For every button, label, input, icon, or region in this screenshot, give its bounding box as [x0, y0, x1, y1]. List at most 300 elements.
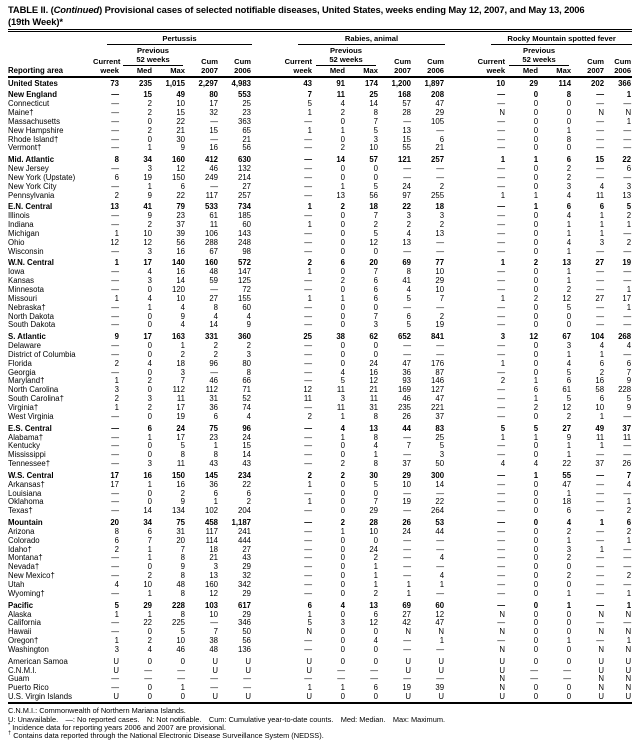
cell: —	[304, 302, 312, 312]
cell: 0	[533, 125, 539, 135]
cell: 11	[336, 90, 345, 99]
cell: —	[497, 470, 506, 480]
row-label: Arkansas†	[8, 480, 45, 489]
week-header: week	[93, 66, 120, 77]
cell: —	[596, 497, 605, 507]
cell: 5	[307, 98, 312, 108]
cell: 19	[622, 258, 632, 268]
cell: 4	[147, 358, 152, 368]
table-row	[8, 498, 632, 507]
table-row	[8, 413, 632, 422]
cell: —	[596, 284, 605, 294]
table-body	[8, 77, 632, 704]
footnote-cnmi: C.N.M.I.: Commonwealth of Northern Mariana Islands.	[8, 706, 186, 716]
cell: —	[623, 488, 632, 498]
cell: —	[436, 172, 445, 182]
cell: 10	[369, 526, 378, 536]
cell: 1	[626, 636, 632, 646]
cell: 55	[402, 143, 411, 153]
cell: 2	[114, 544, 119, 554]
cell: 1	[626, 535, 632, 545]
cell: 221	[431, 403, 445, 413]
cell: 27	[402, 609, 411, 619]
row-label: Idaho†	[8, 545, 32, 554]
year-2006-header: 2006	[412, 66, 445, 77]
row-label: Nevada†	[8, 563, 40, 572]
table-row	[8, 183, 632, 192]
cell: —	[304, 459, 312, 469]
cell: N	[625, 107, 632, 117]
cell: —	[210, 284, 218, 294]
cell: 4	[626, 479, 632, 489]
cell: 1	[439, 636, 445, 646]
cell: 257	[431, 154, 445, 164]
cell: 13	[336, 190, 345, 200]
cell: —	[596, 600, 605, 610]
cell: 102	[204, 506, 218, 516]
cell: —	[111, 143, 119, 153]
cell: 12	[143, 237, 152, 247]
cell: 1,200	[391, 78, 411, 88]
footnote-dagger: † Contains data reported through the National Electronic Disease Surveillance System (NEDSS).	[8, 730, 324, 741]
cell: 0	[340, 349, 345, 359]
cell: 46	[209, 376, 218, 386]
cell: 10	[143, 580, 152, 590]
cell: 3	[439, 210, 445, 220]
cell: 58	[595, 385, 605, 395]
cell: 0	[340, 163, 345, 173]
cell: 43	[242, 459, 251, 469]
cell: 8	[373, 432, 378, 442]
cell: 10	[143, 228, 152, 238]
cell: 4	[439, 571, 445, 581]
cell: —	[596, 267, 605, 276]
cell: 1	[147, 181, 152, 191]
row-label: Ohio	[8, 238, 25, 247]
cell: 17	[622, 293, 632, 303]
cell: 2	[307, 412, 312, 422]
cell: —	[623, 98, 632, 108]
table-row	[8, 257, 632, 269]
cell: 41	[402, 275, 411, 285]
cell: —	[403, 163, 411, 173]
cell: 1	[406, 580, 411, 590]
cell: 4	[373, 636, 378, 646]
row-label: Maine†	[8, 108, 34, 117]
cell: 29	[435, 107, 445, 117]
cell: —	[623, 544, 632, 554]
cell: N	[405, 627, 411, 637]
cell: —	[144, 674, 152, 684]
cell: 18	[562, 497, 572, 507]
cell: 25	[435, 432, 445, 442]
cell: —	[304, 636, 312, 646]
cell: N	[625, 627, 632, 637]
cell: —	[497, 202, 506, 212]
table-row	[8, 295, 632, 304]
cell: 8	[180, 450, 185, 460]
cell: —	[596, 535, 605, 545]
cell: 5	[340, 376, 345, 386]
cell: 48	[209, 267, 218, 276]
cell: 117	[205, 526, 218, 536]
cell: 4	[566, 358, 572, 368]
cell: 2	[147, 219, 152, 229]
cell: 13	[369, 600, 378, 610]
cell: 346	[237, 618, 251, 628]
cum-label: Cum	[394, 56, 411, 66]
cell: 8	[406, 267, 411, 276]
cell: 1	[340, 412, 345, 422]
cell: 3	[500, 331, 506, 341]
cell: 29	[242, 589, 251, 599]
cell: 4	[373, 441, 378, 451]
cell: 23	[209, 432, 218, 442]
cell: —	[497, 125, 506, 135]
cell: N	[499, 683, 506, 693]
cell: 0	[533, 544, 539, 554]
cum-label: Cum	[587, 56, 605, 66]
cell: 1	[626, 284, 632, 294]
cell: 22	[242, 479, 251, 489]
cell: 1	[307, 609, 312, 619]
table-row	[8, 118, 632, 127]
cell: —	[304, 163, 312, 173]
reporting-area-header: Reporting area	[8, 66, 93, 77]
cell: 22	[143, 618, 152, 628]
cell: 3	[147, 275, 152, 285]
cell: 5	[566, 367, 572, 377]
cell: —	[497, 320, 506, 330]
cell: 4	[566, 517, 572, 527]
cell: —	[111, 589, 119, 599]
cell: 2	[439, 219, 445, 229]
cell: 10	[435, 284, 445, 294]
cell: 228	[618, 385, 632, 395]
cell: 136	[237, 645, 251, 655]
cell: 5	[439, 441, 445, 451]
cell: 8	[180, 571, 185, 581]
cell: U	[499, 656, 506, 666]
cell: 1	[626, 600, 632, 610]
cell: 16	[369, 367, 378, 377]
row-label: Oregon†	[8, 637, 39, 646]
cell: 1	[599, 219, 605, 229]
table-row	[8, 528, 632, 537]
cell: —	[436, 246, 445, 256]
cell: 1	[114, 636, 119, 646]
cell: 0	[533, 98, 539, 108]
cell: 0	[340, 116, 345, 126]
table-row	[8, 581, 632, 590]
cell: 8	[213, 450, 218, 460]
cell: —	[403, 340, 411, 350]
cell: —	[177, 665, 185, 675]
cell: 6	[566, 506, 572, 516]
cell: 2	[566, 163, 572, 173]
cell: 0	[340, 589, 345, 599]
year-2006-header: 2006	[219, 66, 252, 77]
cell: 1	[147, 432, 152, 442]
table-row	[8, 451, 632, 460]
cell: 0	[533, 90, 539, 99]
cell: —	[530, 674, 539, 684]
cell: —	[210, 367, 218, 377]
cell: 1	[566, 267, 572, 276]
cell: 31	[369, 403, 378, 413]
cell: —	[304, 571, 312, 581]
cell: 103	[204, 600, 218, 610]
cell: 24	[402, 526, 411, 536]
cell: 0	[566, 98, 572, 108]
cell: 3	[114, 645, 119, 655]
cell: —	[403, 674, 411, 684]
cell: 0	[566, 692, 572, 702]
cell: 11	[623, 432, 632, 442]
table-row	[8, 268, 632, 277]
cum-label: Cum	[201, 56, 218, 66]
table-row	[8, 100, 632, 109]
footnote-asterisk: * Incidence data for reporting years 2006 and 2007 are provisional.	[8, 722, 226, 732]
year-2007-header: 2007	[379, 66, 412, 77]
cell: 50	[435, 459, 445, 469]
cell: 71	[242, 385, 251, 395]
cell: —	[304, 284, 312, 294]
cell: —	[111, 246, 119, 256]
cell: —	[596, 488, 605, 498]
cell: 0	[533, 535, 539, 545]
cell: 12	[369, 237, 378, 247]
cell: 15	[143, 90, 152, 99]
cell: 0	[566, 311, 572, 321]
table-row	[8, 221, 632, 230]
cell: 234	[237, 470, 251, 480]
cell: 13	[402, 125, 411, 135]
cell: 0	[340, 553, 345, 563]
cell: 4	[406, 284, 411, 294]
notifiable-diseases-table	[8, 29, 632, 704]
cell: —	[497, 526, 506, 536]
cell: U	[245, 692, 251, 702]
cell: —	[596, 98, 605, 108]
cell: 1	[626, 302, 632, 312]
cell: 1	[626, 219, 632, 229]
cell: 43	[303, 78, 312, 88]
cum-label: Cum	[234, 56, 251, 66]
cell: U	[245, 656, 251, 666]
cell: 2	[626, 571, 632, 581]
cell: 1,187	[231, 517, 251, 527]
cell: —	[370, 674, 378, 684]
cell: —	[111, 571, 119, 581]
cell: 1	[147, 143, 152, 153]
cell: 2	[114, 190, 119, 200]
row-label: W.N. Central	[8, 258, 54, 268]
cell: —	[304, 441, 312, 451]
table-header	[8, 31, 632, 77]
cell: 4	[500, 459, 506, 469]
cell: —	[304, 311, 312, 321]
cell: 9	[626, 376, 632, 386]
cell: 80	[242, 358, 251, 368]
cell: 104	[591, 331, 605, 341]
cell: 0	[566, 683, 572, 693]
cell: 1	[533, 376, 539, 386]
max-header: Max	[346, 66, 379, 77]
cell: 72	[242, 284, 251, 294]
cell: 2	[147, 376, 152, 386]
cell: 1	[307, 479, 312, 489]
cell: —	[304, 116, 312, 126]
cell: —	[111, 441, 119, 451]
cell: 3	[114, 385, 119, 395]
med-header: Med	[506, 66, 539, 77]
cell: —	[403, 636, 411, 646]
cell: 46	[176, 645, 185, 655]
table-row	[8, 460, 632, 469]
cell: 17	[209, 98, 218, 108]
cell: 4	[114, 580, 119, 590]
cell: 74	[242, 403, 251, 413]
cell: 12	[435, 609, 445, 619]
cell: 1	[373, 450, 378, 460]
cell: 21	[176, 125, 185, 135]
cell: 0	[533, 412, 539, 422]
cell: 0	[147, 656, 152, 666]
cell: —	[403, 246, 411, 256]
cell: 150	[171, 172, 185, 182]
table-row	[8, 377, 632, 386]
cell: 0	[147, 488, 152, 498]
cell: 0	[147, 116, 152, 126]
cell: —	[623, 553, 632, 563]
cell: 6	[114, 172, 119, 182]
cell: 1	[307, 107, 312, 117]
cell: 56	[242, 143, 251, 153]
cell: 69	[402, 600, 411, 610]
cell: 444	[237, 535, 251, 545]
cell: 1	[533, 394, 539, 404]
cell: 0	[566, 645, 572, 655]
cell: 134	[171, 506, 185, 516]
cell: U	[598, 665, 605, 675]
cell: 6	[599, 394, 605, 404]
cell: —	[210, 134, 218, 144]
cell: —	[497, 394, 506, 404]
cell: 1	[340, 293, 345, 303]
cell: 1	[533, 202, 539, 212]
cell: 0	[340, 219, 345, 229]
cell: 4	[566, 237, 572, 247]
cell: 0	[533, 450, 539, 460]
row-label: Tennessee†	[8, 460, 51, 469]
cell: 2	[213, 340, 218, 350]
cell: —	[304, 376, 312, 386]
cell: —	[497, 311, 506, 321]
cell: 0	[533, 275, 539, 285]
cell: 19	[176, 412, 185, 422]
cell: 0	[566, 627, 572, 637]
cell: —	[370, 665, 378, 675]
cell: 264	[431, 506, 445, 516]
table-row	[8, 165, 632, 174]
cell: 77	[435, 258, 445, 268]
cell: 80	[209, 90, 218, 99]
cell: 18	[176, 358, 185, 368]
cell: 6	[626, 517, 632, 527]
cell: —	[497, 134, 506, 144]
cell: 5	[500, 423, 506, 433]
cell: N	[625, 674, 632, 684]
cell: 57	[369, 154, 378, 164]
table-row	[8, 248, 632, 257]
cell: 9	[566, 432, 572, 442]
cell: —	[497, 450, 506, 460]
cell: 0	[147, 367, 152, 377]
cell: 7	[439, 293, 445, 303]
cell: —	[623, 562, 632, 572]
cell: —	[304, 228, 312, 238]
cell: U	[306, 665, 312, 675]
cell: 15	[242, 441, 251, 451]
cell: 2	[147, 98, 152, 108]
table-row	[8, 88, 632, 100]
cell: 1	[566, 488, 572, 498]
cell: 48	[176, 580, 185, 590]
cell: 0	[340, 311, 345, 321]
cell: 0	[533, 228, 539, 238]
cell: U	[405, 665, 411, 675]
cell: —	[623, 580, 632, 590]
cell: —	[436, 589, 445, 599]
cell: 160	[204, 580, 218, 590]
cell: 0	[533, 580, 539, 590]
cell: —	[111, 107, 119, 117]
cell: 1	[566, 349, 572, 359]
cell: N	[598, 107, 605, 117]
table-row	[8, 469, 632, 481]
cell: 6	[147, 423, 152, 433]
cell: 73	[110, 78, 119, 88]
cell: 1	[114, 403, 119, 413]
cell: 4	[599, 181, 605, 191]
cell: 4	[340, 600, 345, 610]
cell: 6	[373, 683, 378, 693]
row-label: Guam	[8, 675, 30, 684]
cell: 0	[533, 636, 539, 646]
cell: —	[497, 589, 506, 599]
table-row	[8, 286, 632, 295]
cell: 29	[529, 78, 539, 88]
cell: 83	[435, 423, 445, 433]
cell: 1	[626, 116, 632, 126]
row-label: Wisconsin	[8, 247, 44, 256]
cell: 0	[533, 246, 539, 256]
cell: N	[625, 609, 632, 619]
cell: 3	[626, 181, 632, 191]
cell: 0	[533, 367, 539, 377]
cell: 23	[176, 210, 185, 220]
cell: 0	[533, 627, 539, 637]
cell: 4	[147, 293, 152, 303]
cell: 533	[204, 202, 218, 212]
cell: 1	[406, 589, 411, 599]
cell: 4	[533, 459, 539, 469]
cell: —	[144, 665, 152, 675]
cell: 458	[204, 517, 218, 527]
cell: 0	[373, 535, 378, 545]
cell: 12	[176, 163, 185, 173]
